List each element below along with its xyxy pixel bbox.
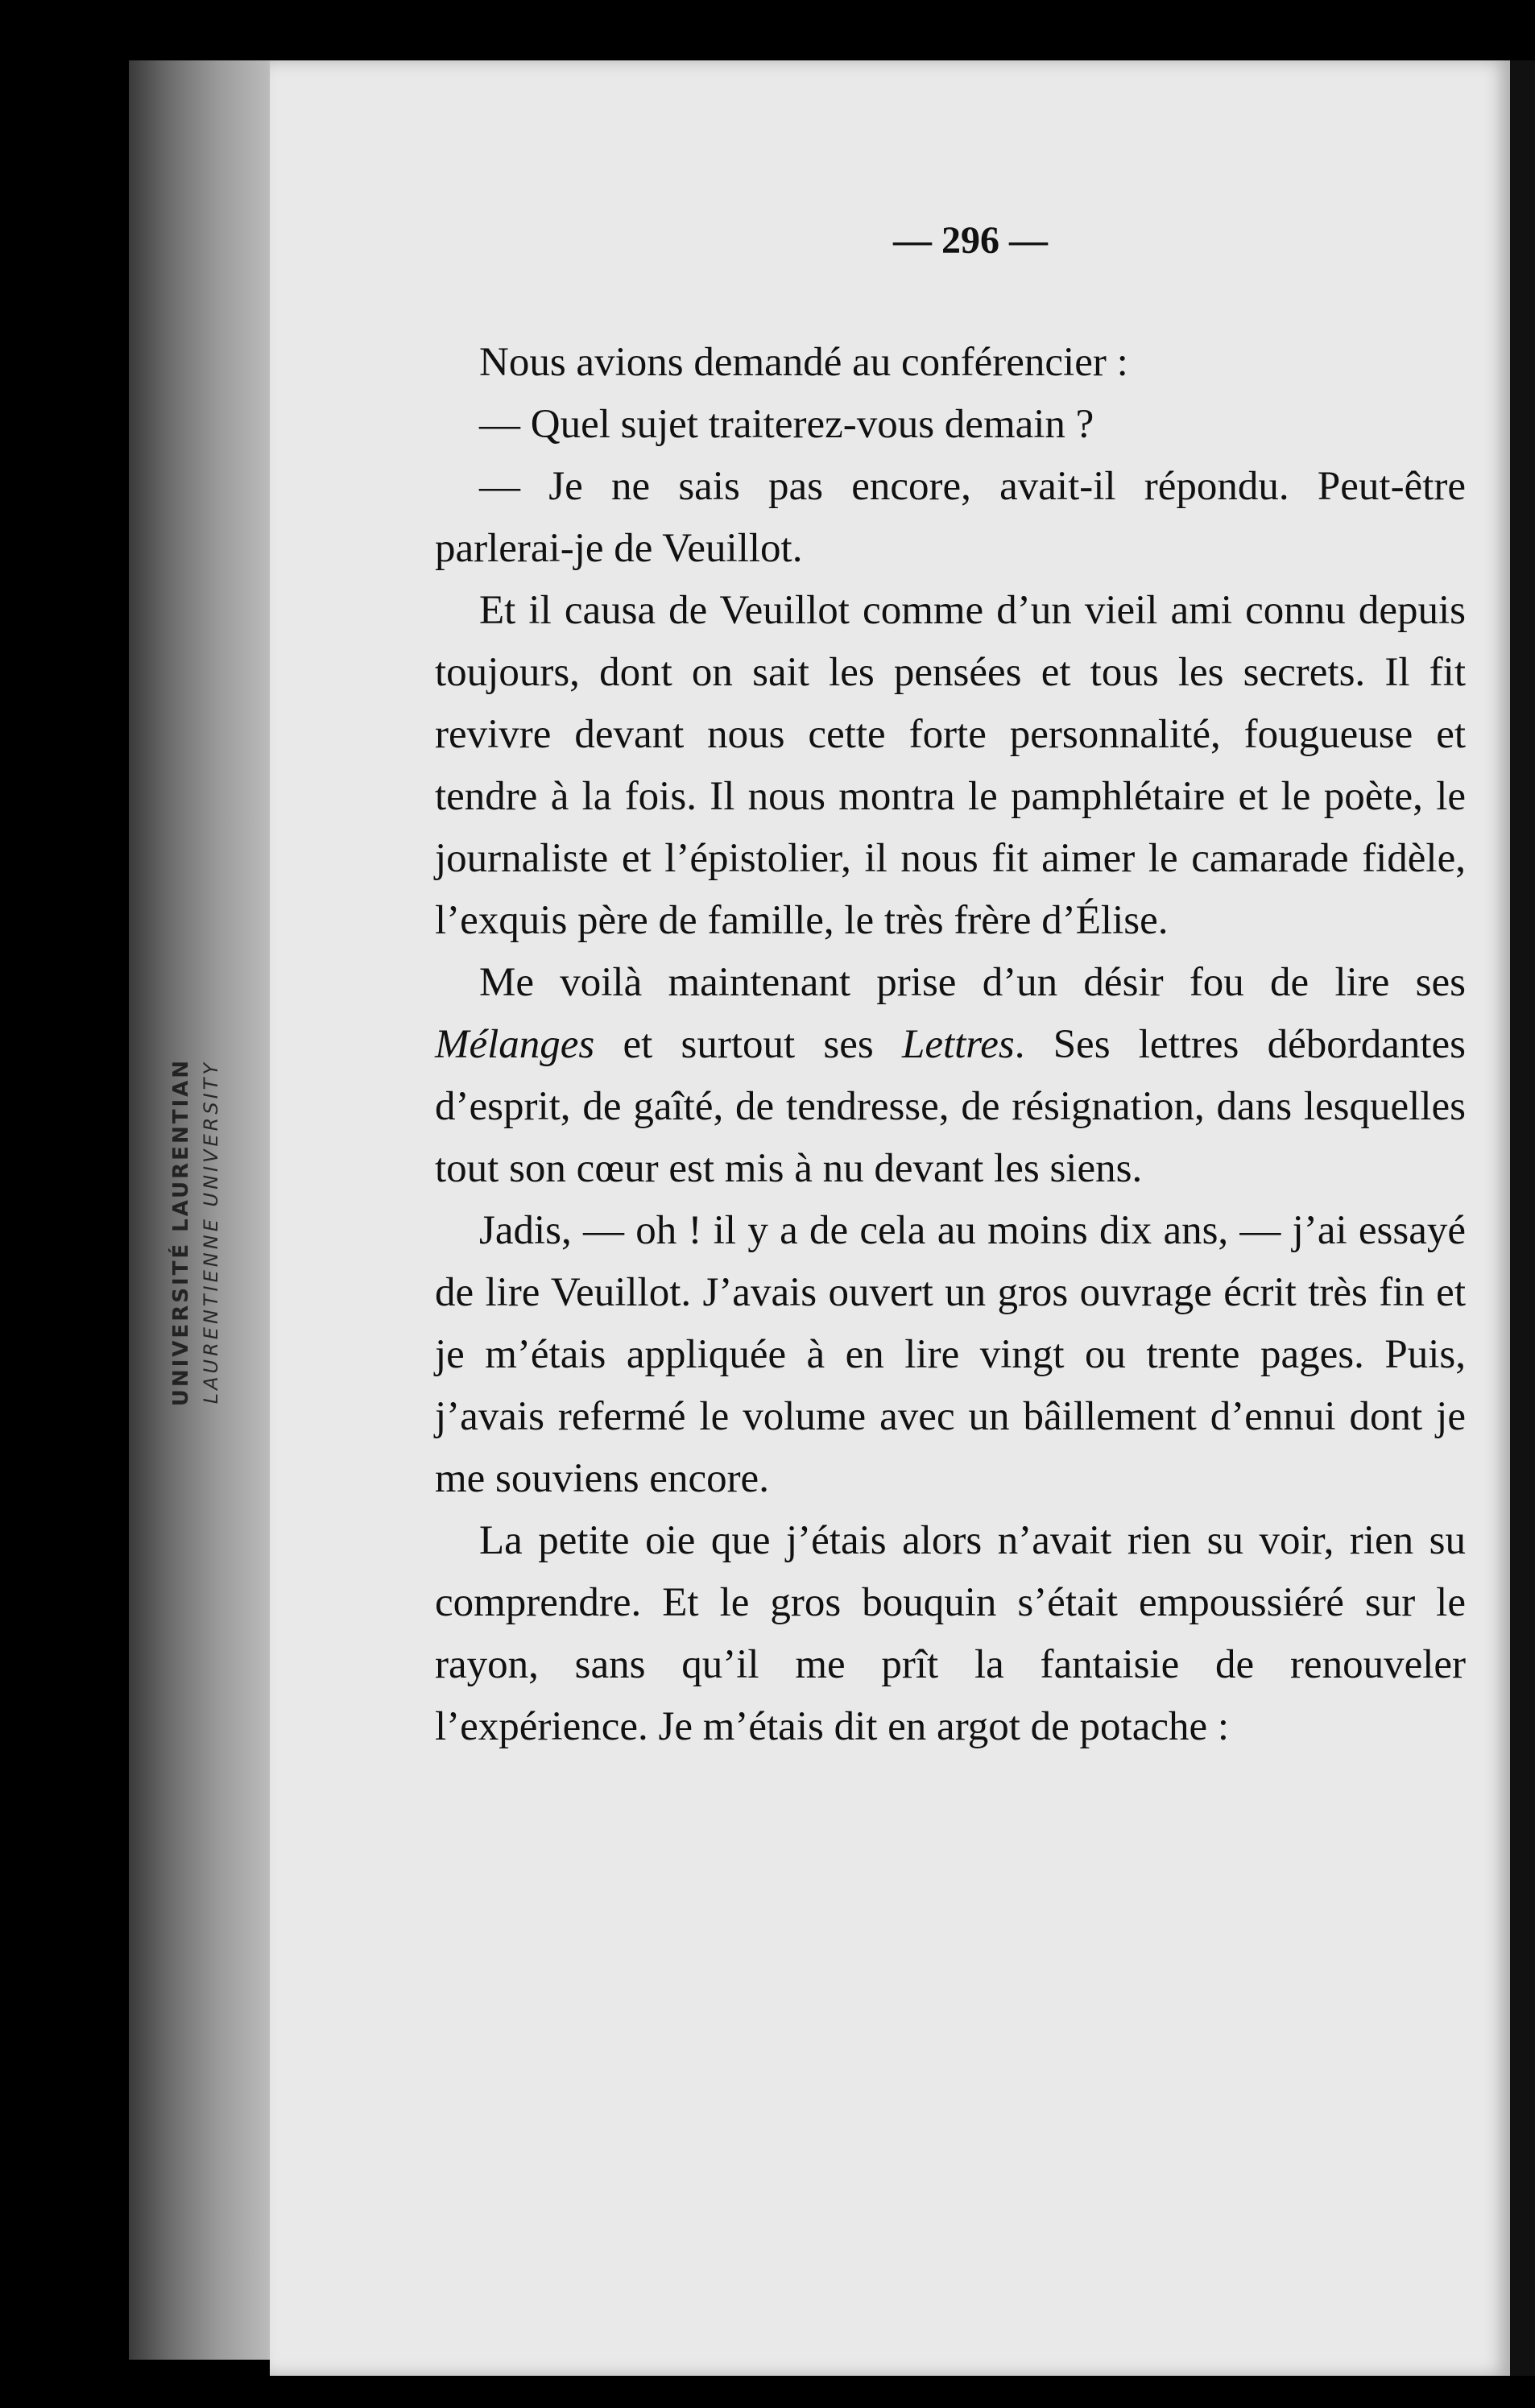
paragraph-2: — Quel sujet traiterez-vous demain ? (479, 402, 1094, 447)
title-lettres: Lettres (901, 1022, 1015, 1067)
library-stamp (151, 926, 240, 1538)
paragraph-5-text-b: et surtout ses (594, 1022, 902, 1067)
paragraph-6: Jadis, — oh ! il y a de cela au moins dix ans, — j’ai essayé de lire Veuillot. J’avais ouvert un gros ouvrage écrit très fin et je m’étais appliquée à en lire vingt ou trente pages. Puis, j’avais refermé le volume avec un bâillement d’ennui dont je me souviens encore. (435, 1208, 1466, 1501)
title-melanges: Mélanges (435, 1022, 595, 1067)
paragraph-5-text-c: . Ses lettres débordantes d’esprit, de gaîté, de tendresse, de résignation, dans lesquelles tout son cœur est mis à nu devant les siens. (435, 1022, 1466, 1191)
stamp-line-2: LAURENTIENNE UNIVERSITY (200, 1060, 222, 1405)
paragraph-5-text-a: Me voilà maintenant prise d’un désir fou de lire ses (479, 960, 1466, 1005)
paragraph-4: Et il causa de Veuillot comme d’un vieil ami connu depuis toujours, dont on sait les pensées et tous les secrets. Il fit revivre devant nous cette forte personnalité, fougueuse et tendre à la fois. Il nous montra le pamphlétaire et le poète, le journaliste et l’épistolier, il nous fit aimer le camarade fidèle, l’exquis père de famille, le très frère d’Élise. (435, 588, 1466, 943)
paragraph-1: Nous avions demandé au conférencier : (479, 340, 1128, 385)
page-number: — 296 — (893, 219, 1048, 262)
page-text (435, 209, 1466, 1758)
stamp-line-1: UNIVERSITÉ LAURENTIAN (169, 1057, 193, 1407)
paragraph-3: — Je ne sais pas encore, avait-il répondu. Peut-être parlerai-je de Veuillot. (435, 464, 1466, 571)
paragraph-7: La petite oie que j’étais alors n’avait rien su voir, rien su comprendre. Et le gros bouquin s’était empoussiéré sur le rayon, sans qu’il me prît la fantaisie de renouveler l’expérience. Je m’étais dit en argot de potache : (435, 1518, 1466, 1749)
scan-border (1510, 60, 1535, 2376)
paragraph-5 (435, 952, 1466, 1200)
